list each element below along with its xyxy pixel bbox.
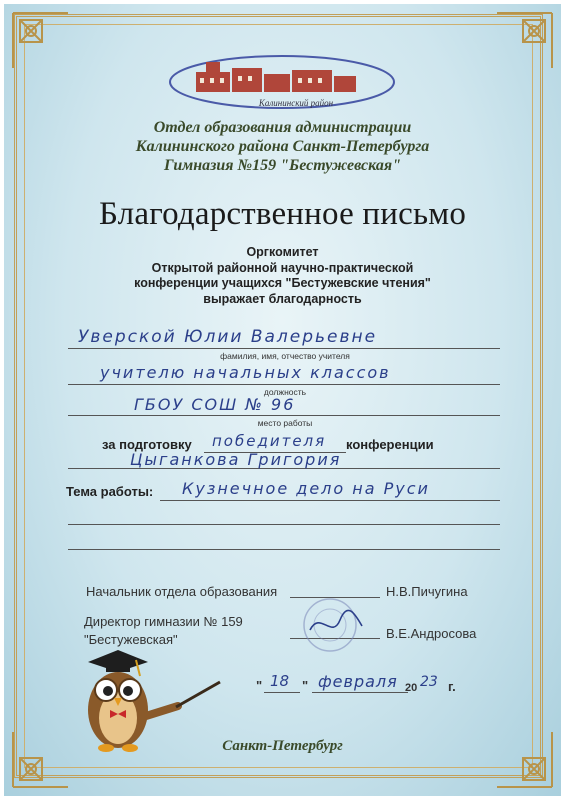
topic-line (160, 500, 500, 501)
topic-value: Кузнечное дело на Руси (182, 479, 430, 498)
director-label: Директор гимназии № 159 (84, 614, 243, 629)
day-line (264, 692, 300, 693)
workplace-caption: место работы (257, 418, 313, 428)
director-label-2: "Бестужевская" (84, 632, 178, 647)
recipient-position: учителю начальных классов (100, 363, 391, 382)
preparation-prefix: за подготовку (102, 437, 192, 452)
city-footer: Санкт-Петербург (222, 738, 343, 754)
topic-label: Тема работы: (66, 484, 154, 499)
official-stamp-icon (280, 596, 380, 654)
date-suffix: г. (448, 679, 456, 694)
month-line (312, 692, 408, 693)
recipient-workplace: ГБОУ СОШ № 96 (134, 395, 296, 414)
header-line: Калининского района Санкт-Петербурга (135, 138, 430, 155)
position-caption: должность (263, 387, 307, 397)
date-month: февраля (318, 672, 398, 691)
recipient-name: Уверской Юлии Валерьевне (78, 327, 378, 347)
owl-mascot-icon (76, 640, 226, 752)
blank-line (68, 549, 500, 550)
preparation-suffix: конференции (346, 437, 434, 452)
header-line: Гимназия №159 "Бестужевская" (164, 157, 401, 174)
date-year-suffix: 23 (420, 674, 438, 690)
position-line (68, 384, 500, 385)
student-name: Цыганкова Григория (130, 450, 342, 469)
date-day: 18 (270, 672, 290, 690)
head-name: Н.В.Пичугина (386, 584, 468, 599)
head-label: Начальник отдела образования (86, 584, 278, 599)
date-quote-open: " (256, 678, 263, 693)
date-year-prefix: 20 (405, 682, 418, 694)
organizer-line: Оргкомитет (246, 245, 319, 259)
name-caption: фамилия, имя, отчество учителя (220, 351, 350, 361)
corner-ornament-icon (487, 8, 557, 78)
workplace-line (68, 415, 500, 416)
department-header (0, 118, 565, 175)
organizer-line: конференции учащихся "Бестужевские чтения" (134, 276, 431, 290)
emblem-caption: Калининский район (258, 98, 334, 108)
corner-ornament-icon (8, 722, 78, 792)
name-line (68, 348, 500, 349)
director-name: В.Е.Андросова (386, 626, 477, 641)
organizer-line: Открытой районной научно-практической (151, 260, 414, 275)
date-quote-close: " (302, 678, 309, 693)
district-emblem-logo (166, 48, 398, 110)
corner-ornament-icon (8, 8, 78, 78)
corner-ornament-icon (487, 722, 557, 792)
header-line: Отдел образования администрации (153, 119, 412, 136)
blank-line (68, 524, 500, 525)
organizer-line: выражает благодарность (203, 291, 362, 306)
document-title: Благодарственное письмо (98, 196, 467, 232)
preparation-role: победителя (212, 432, 327, 450)
organizer-block (0, 245, 565, 307)
